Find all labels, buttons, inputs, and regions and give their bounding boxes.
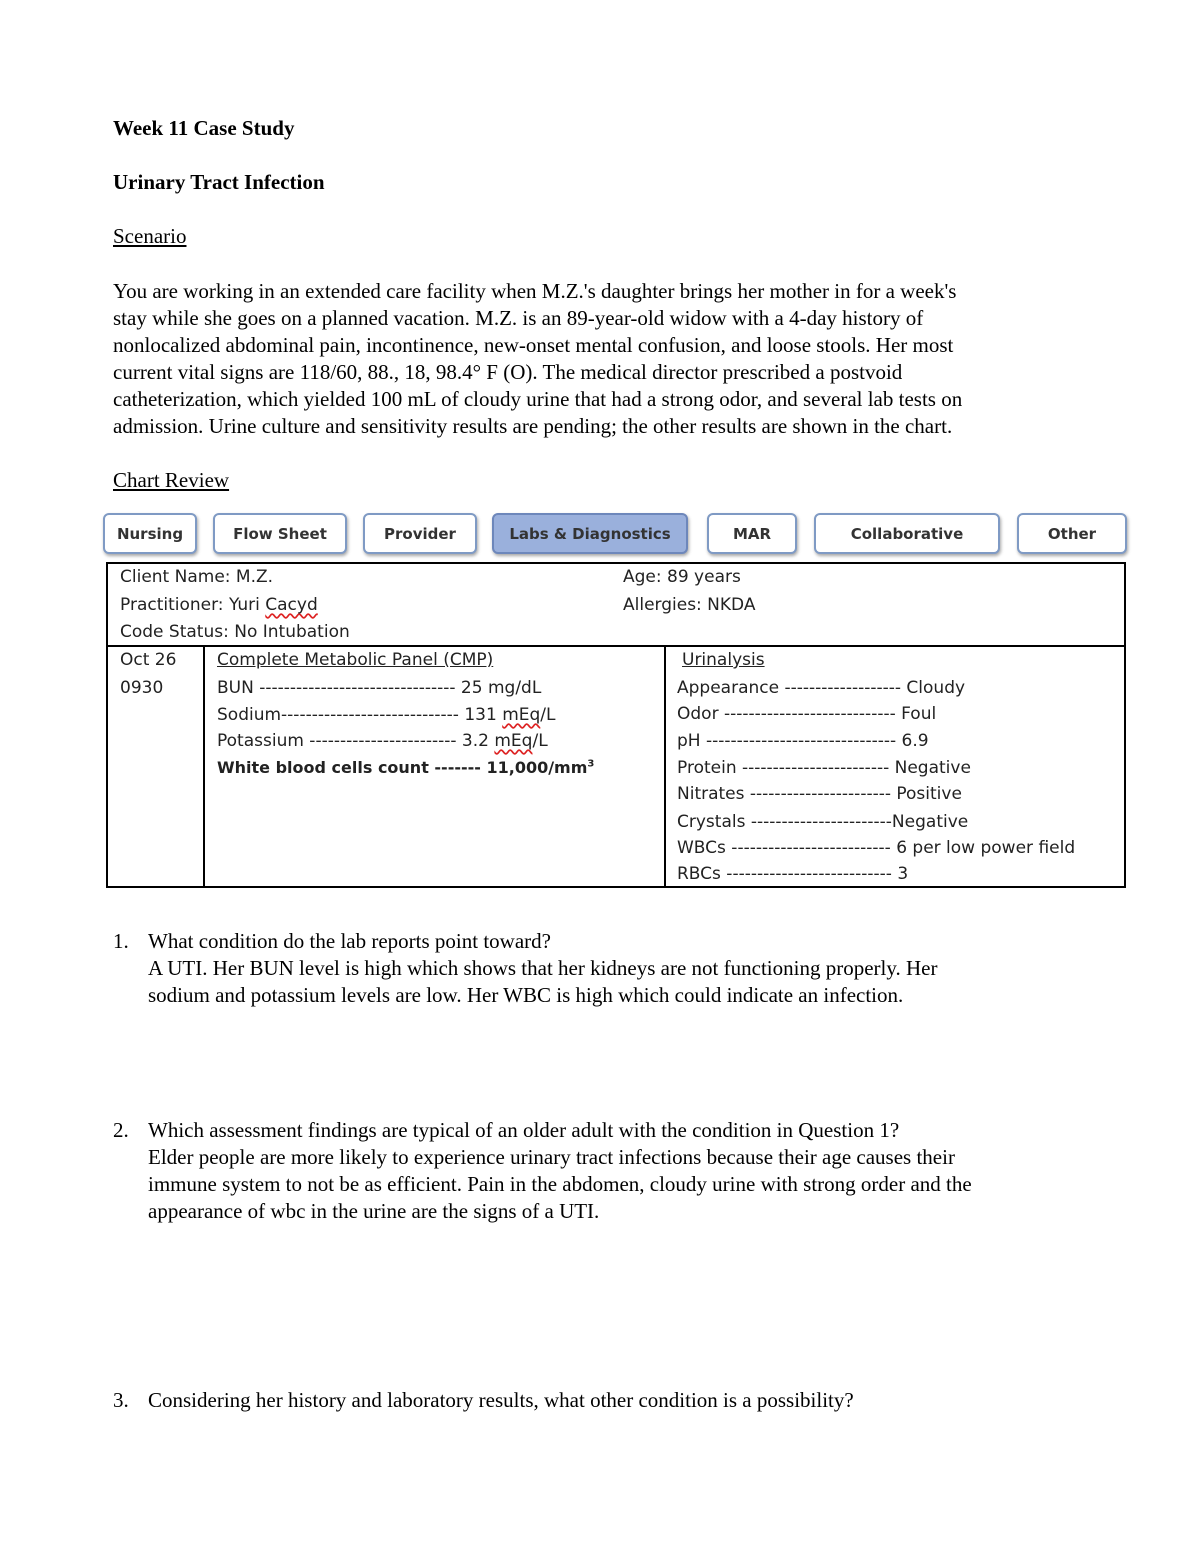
tab-other[interactable]: Other (1017, 513, 1127, 554)
cmp-sodium (217, 705, 556, 725)
practitioner-label: Practitioner: Yuri (120, 595, 266, 615)
chart-date: Oct 26 (120, 650, 177, 670)
client-name: Client Name: M.Z. (120, 567, 274, 587)
cmp-sodium-unit: mEq (502, 705, 541, 725)
scenario-heading: Scenario (113, 224, 187, 248)
cmp-title: Complete Metabolic Panel (CMP) (217, 650, 494, 670)
scenario-line: nonlocalized abdominal pain, incontinence, new-onset mental confusion, and loose stools. Her most (113, 333, 954, 357)
answer-line: Elder people are more likely to experience urinary tract infections because their age causes their (148, 1145, 955, 1169)
tab-mar[interactable]: MAR (707, 513, 797, 554)
urinalysis-row: Odor ---------------------------- Foul (677, 704, 937, 724)
question-1 (148, 928, 1108, 1009)
question-line: Which assessment findings are typical of an older adult with the condition in Question 1? (148, 1118, 900, 1142)
question-number: 1. (113, 929, 129, 953)
cmp-wbc-value: White blood cells count ------- 11,000/mm (217, 758, 588, 777)
cmp-potassium-unit: mEq (494, 731, 533, 751)
urinalysis-title: Urinalysis (682, 650, 765, 670)
chart-review-heading: Chart Review (113, 468, 230, 492)
urinalysis-row: WBCs -------------------------- 6 per low power field (677, 838, 1076, 858)
patient-age: Age: 89 years (623, 567, 741, 587)
answer-line: appearance of wbc in the urine are the signs of a UTI. (148, 1199, 600, 1223)
question-2 (148, 1117, 1108, 1225)
question-number: 3. (113, 1388, 129, 1412)
answer-line: sodium and potassium levels are low. Her WBC is high which could indicate an infection. (148, 983, 904, 1007)
answer-line: A UTI. Her BUN level is high which shows that her kidneys are not functioning properly. Her (148, 956, 938, 980)
chart-time: 0930 (120, 678, 164, 698)
scenario-line: You are working in an extended care facility when M.Z.'s daughter brings her mother in for a week's (113, 279, 957, 303)
cmp-sodium-suffix: /L (540, 705, 556, 725)
question-number: 2. (113, 1118, 129, 1142)
practitioner-name: Cacyd (265, 595, 318, 615)
urinalysis-row: Protein ------------------------ Negative (677, 758, 971, 778)
tab-collaborative[interactable]: Collaborative (814, 513, 1000, 554)
cmp-bun: BUN -------------------------------- 25 mg/dL (217, 678, 542, 698)
scenario-line: current vital signs are 118/60, 88., 18, 98.4° F (O). The medical director prescribed a postvoid (113, 360, 903, 384)
urinalysis-row: Appearance ------------------- Cloudy (677, 678, 966, 698)
cmp-potassium-suffix: /L (532, 731, 548, 751)
patient-allergies: Allergies: NKDA (623, 595, 756, 615)
cmp-potassium-value: Potassium ------------------------ 3.2 (217, 731, 495, 751)
scenario-line: catheterization, which yielded 100 mL of cloudy urine that had a strong odor, and several lab tests on (113, 387, 963, 411)
question-3 (148, 1387, 1108, 1414)
scenario-line: stay while she goes on a planned vacation. M.Z. is an 89-year-old widow with a 4-day history of (113, 306, 924, 330)
code-status: Code Status: No Intubation (120, 622, 350, 642)
urinalysis-row: Crystals -----------------------Negative (677, 812, 969, 832)
document-title: Week 11 Case Study (113, 116, 295, 140)
urinalysis-row: Nitrates ----------------------- Positive (677, 784, 962, 804)
cmp-wbc-exponent: 3 (587, 758, 595, 770)
document-subtitle: Urinary Tract Infection (113, 170, 325, 194)
urinalysis-row: RBCs --------------------------- 3 (677, 864, 909, 884)
tab-nursing[interactable]: Nursing (103, 513, 197, 554)
tab-labs-diagnostics[interactable]: Labs & Diagnostics (492, 513, 688, 554)
answer-line: immune system to not be as efficient. Pain in the abdomen, cloudy urine with strong order and the (148, 1172, 972, 1196)
cmp-potassium (217, 731, 548, 751)
practitioner (120, 595, 318, 615)
chart-divider (664, 645, 666, 888)
cmp-wbc (217, 758, 594, 777)
tab-provider[interactable]: Provider (363, 513, 477, 554)
scenario-line: admission. Urine culture and sensitivity results are pending; the other results are shown in the chart. (113, 414, 953, 438)
chart-divider (203, 645, 205, 888)
urinalysis-row: pH ------------------------------- 6.9 (677, 731, 929, 751)
question-line: What condition do the lab reports point toward? (148, 929, 551, 953)
tab-flow-sheet[interactable]: Flow Sheet (213, 513, 347, 554)
chart-divider (106, 645, 1126, 647)
scenario-paragraph (113, 278, 1093, 440)
question-line: Considering her history and laboratory results, what other condition is a possibility? (148, 1388, 854, 1412)
cmp-sodium-value: Sodium----------------------------- 131 (217, 705, 503, 725)
